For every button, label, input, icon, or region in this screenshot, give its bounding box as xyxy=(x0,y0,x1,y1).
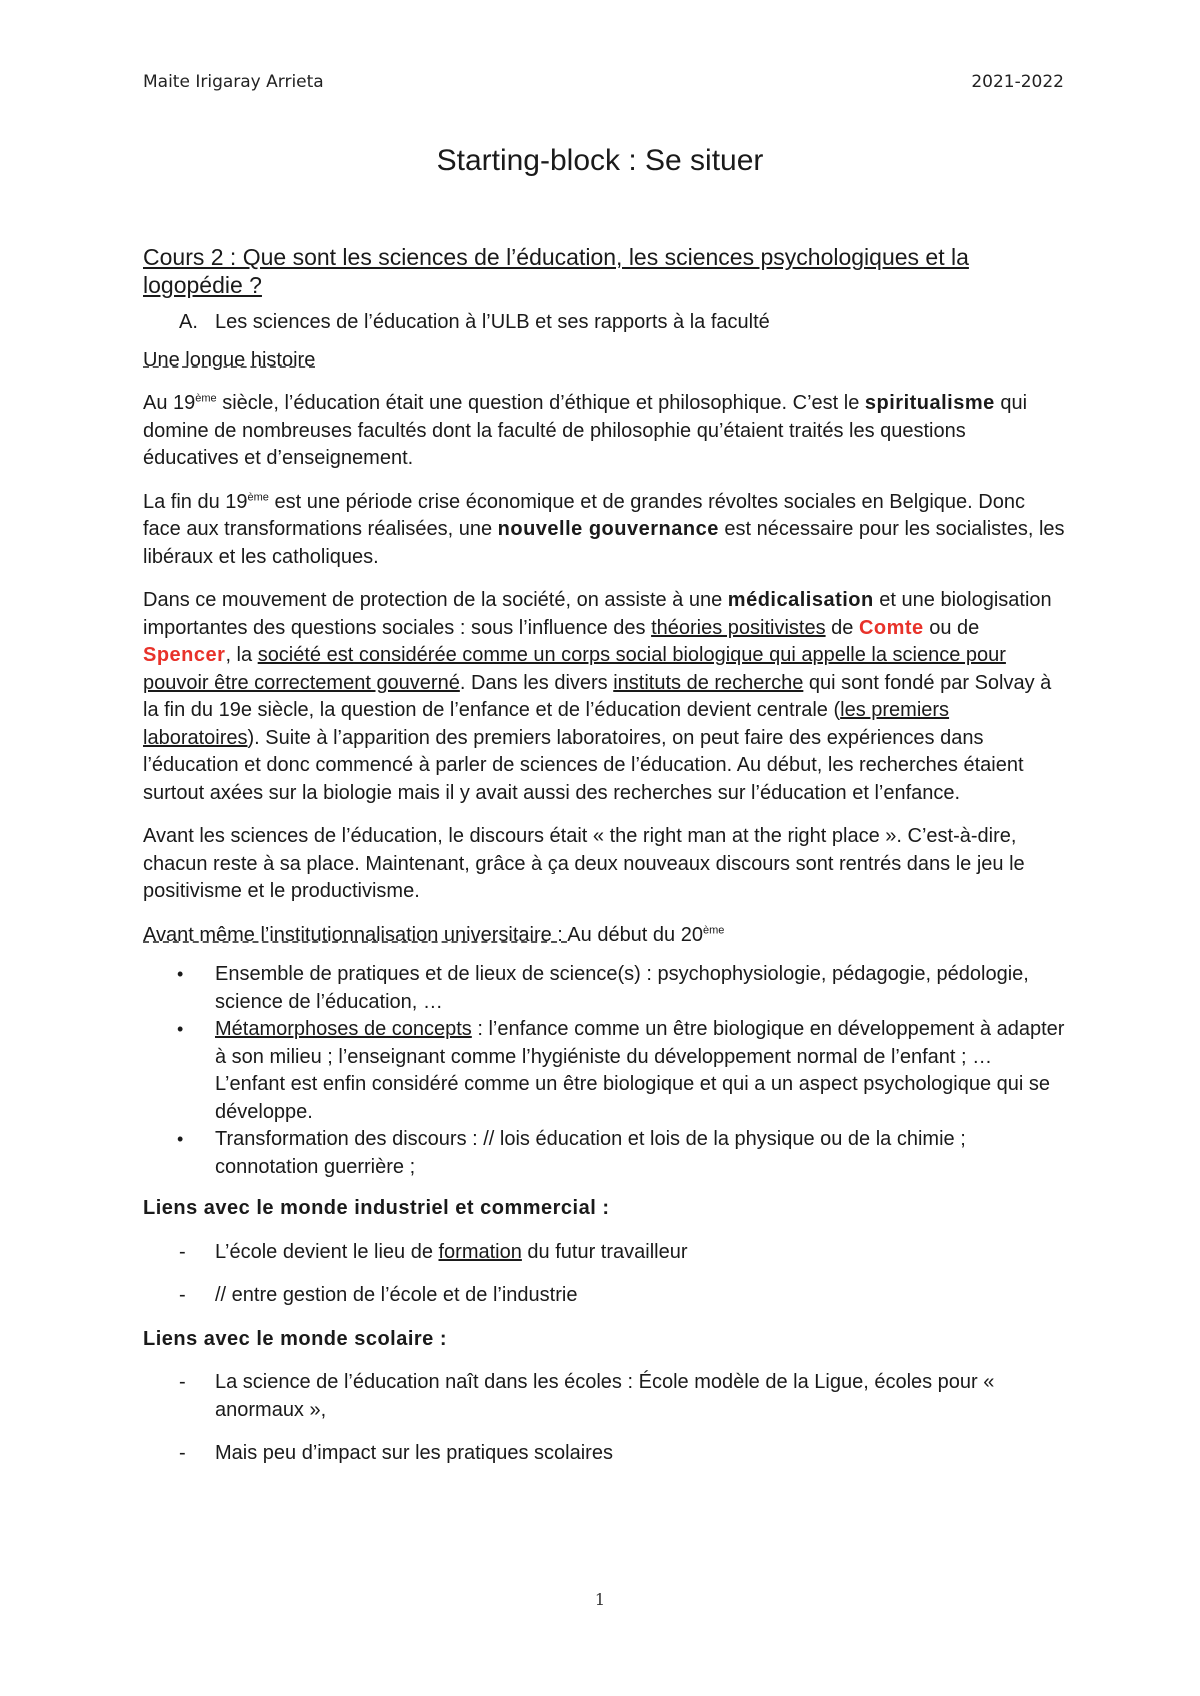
name-spencer: Spencer xyxy=(143,644,226,666)
dash-icon: - xyxy=(179,1284,186,1306)
subheading-institution: Avant même l’institutionnalisation universitaire : Au début du 20ème xyxy=(143,923,725,946)
author-name: Maite Irigaray Arrieta xyxy=(143,72,324,92)
list-item: • Métamorphoses de concepts : l’enfance comme un être biologique en développement à adapter à son milieu ; l’enseignant comme l’hygiéniste du développement normal de l’enfant ; … L’enfant est enfin considéré comme un être biologique et qui a un aspect psychologique qui se développe. xyxy=(177,1018,1065,1123)
list-item: • Transformation des discours : // lois éducation et lois de la physique ou de la chimie ; connotation guerrière ; xyxy=(177,1128,966,1178)
page-number: 1 xyxy=(594,1590,606,1609)
dash-list-industrial xyxy=(143,1239,1065,1310)
bullet-icon: • xyxy=(177,964,184,984)
bullet-icon: • xyxy=(177,1129,184,1149)
paragraph-4: Avant les sciences de l’éducation, le discours était « the right man at the right place ». C’est-à-dire, chacun reste à sa place. Maintenant, grâce à ça deux nouveaux discours sont rentrés dans le jeu le positivisme et le productivisme. xyxy=(143,825,1025,902)
bullet-icon: • xyxy=(177,1019,184,1039)
name-comte: Comte xyxy=(858,616,924,639)
list-item: - Mais peu d’impact sur les pratiques scolaires xyxy=(143,1440,1065,1468)
page-header xyxy=(143,72,1064,96)
paragraph-3: Dans ce mouvement de protection de la société, on assiste à une médicalisation et une biologisation importantes des questions sociales : sous l’influence des théories positivistes de Comte ou de Spencer, la société est considérée comme un corps social biologique qui appelle la science pour pouvoir être correctement gouverné. Dans les divers instituts de recherche qui sont fondé par Solvay à la fin du 19e siècle, la question de l’enfance et de l’éducation devient centrale (les premiers laboratoires). Suite à l’apparition des premiers laboratoires, on peut faire des expériences dans l’éducation et donc commencé à parler de sciences de l’éducation. Au début, les recherches étaient surtout axées sur la biologie mais il y avait aussi des recherches sur l’éducation et l’enfance. xyxy=(143,589,1052,804)
bullet-list xyxy=(143,961,1065,1181)
subheading-history: Une longue histoire xyxy=(143,348,316,371)
dash-list-scolaire xyxy=(143,1369,1065,1468)
academic-year: 2021-2022 xyxy=(971,72,1064,92)
section-marker: A. xyxy=(179,311,198,333)
section-a-text: Les sciences de l’éducation à l’ULB et ses rapports à la faculté xyxy=(215,311,770,333)
list-item: • Ensemble de pratiques et de lieux de science(s) : psychophysiologie, pédagogie, pédologie, science de l’éducation, … xyxy=(177,963,1029,1013)
document-title: Starting-block : Se situer xyxy=(436,144,764,177)
list-item: - La science de l’éducation naît dans les écoles : École modèle de la Ligue, écoles pour « anormaux », xyxy=(179,1371,995,1421)
dash-icon: - xyxy=(179,1442,186,1464)
paragraph-2: La fin du 19ème est une période crise économique et de grandes révoltes sociales en Belgique. Donc face aux transformations réalisées, une nouvelle gouvernance est nécessaire pour les socialistes, les libéraux et les catholiques. xyxy=(143,490,1065,568)
heading-industrial: Liens avec le monde industriel et commercial : xyxy=(143,1197,610,1219)
course-heading: Cours 2 : Que sont les sciences de l’éducation, les sciences psychologiques et la logopédie ? xyxy=(143,244,969,298)
heading-scolaire: Liens avec le monde scolaire : xyxy=(143,1327,448,1350)
document-body xyxy=(143,243,1065,1484)
paragraph-1: Au 19ème siècle, l’éducation était une question d’éthique et philosophique. C’est le spiritualisme qui domine de nombreuses facultés dont la faculté de philosophie qu’étaient traités les questions éducatives et d’enseignement. xyxy=(143,392,1028,469)
section-a xyxy=(143,309,1065,337)
list-item: - // entre gestion de l’école et de l’industrie xyxy=(143,1282,1065,1310)
dash-icon: - xyxy=(179,1371,186,1393)
dash-icon: - xyxy=(179,1240,186,1263)
list-item: - L’école devient le lieu de formation du futur travailleur xyxy=(143,1239,1065,1267)
